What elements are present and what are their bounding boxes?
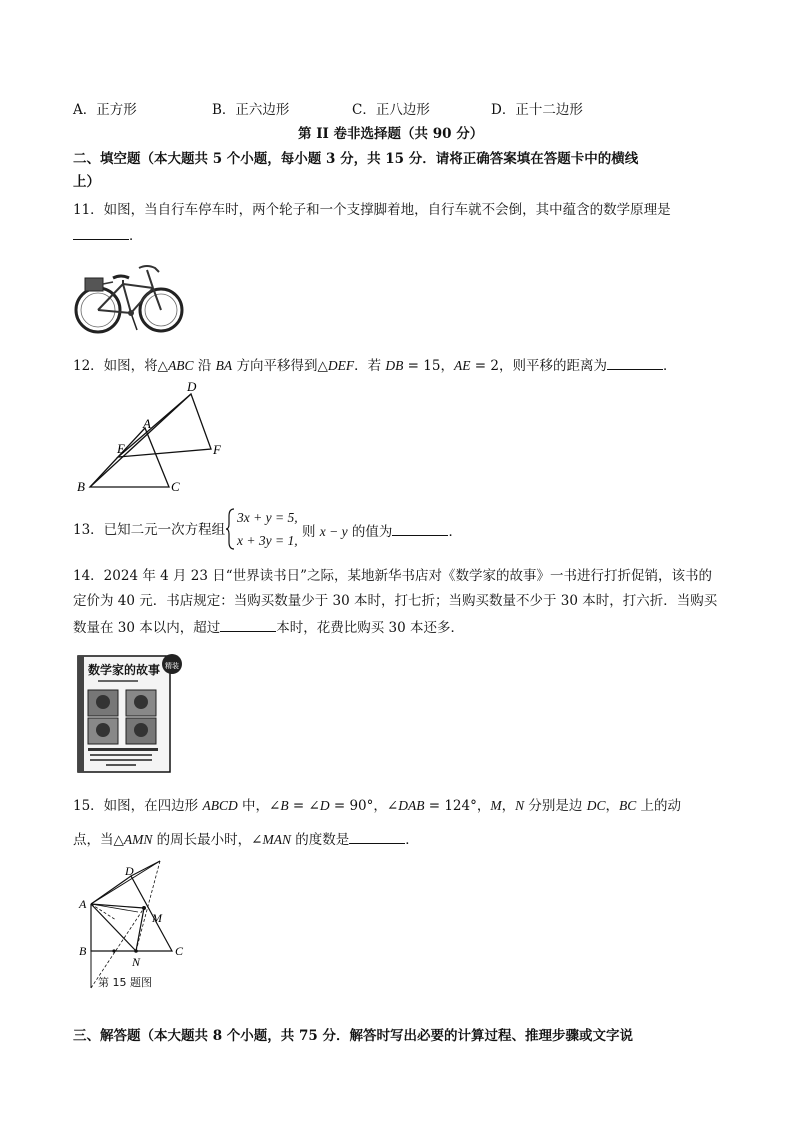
q11-blank <box>73 225 129 240</box>
q12-text: 12．如图，将△ABC 沿 BA 方向平移得到△DEF．若 DB = 15，AE = 2，则平移的距离为 ． <box>73 355 676 375</box>
q13-blank <box>392 521 448 536</box>
bicycle-figure <box>73 258 185 336</box>
q13-prefix: 13．已知二元一次方程组 <box>73 522 226 538</box>
q15-line2: 点，当△AMN 的周长最小时，∠MAN 的度数是 ． <box>73 829 419 849</box>
q15-quadrilateral-figure <box>76 858 196 992</box>
fig15-label-m: M <box>152 911 162 925</box>
option-d: D．正十二边形 <box>491 102 583 118</box>
q13-suffix: 则 x − y 的值为 ． <box>302 521 462 541</box>
q14-line3: 数量在 30 本以内，超过 本时，花费比购买 30 本还多． <box>73 617 464 637</box>
label-b: B <box>77 479 85 494</box>
option-a: A．正方形 <box>73 102 137 118</box>
label-d: D <box>187 380 197 394</box>
part2-title: 第 II 卷非选择题（共 90 分） <box>298 126 484 142</box>
option-c: C．正八边形 <box>352 102 430 118</box>
fig15-label-c: C <box>175 944 184 958</box>
q11-answer-line: ． <box>73 225 143 245</box>
q15-line1: 15．如图，在四边形 ABCD 中，∠B = ∠D = 90°，∠DAB = 124°，M，N 分别是边 DC，BC 上的动 <box>73 798 682 814</box>
fig15-label-d: D <box>125 864 134 878</box>
book-title: 数学家的故事 <box>88 663 161 677</box>
q13-eq2: x + 3y = 1, <box>237 533 298 548</box>
section2-heading: 二、填空题（本大题共 5 个小题，每小题 3 分，共 15 分．请将正确答案填在答题卡中的横线 <box>73 151 639 167</box>
fig15-label-n: N <box>132 955 141 969</box>
book-badge: 精装 <box>165 662 179 670</box>
q15-blank <box>349 829 405 844</box>
q11-text: 11．如图，当自行车停车时，两个轮子和一个支撑脚着地，自行车就不会倒，其中蕴含的数学原理是 <box>73 202 671 218</box>
q13-brace <box>225 508 235 550</box>
q14-line1: 14．2024 年 4 月 23 日“世界读书日”之际，某地新华书店对《数学家的故事》一书进行打折促销，该书的 <box>73 568 713 584</box>
fig15-caption: 第 15 题图 <box>98 976 152 989</box>
label-a: A <box>143 416 151 431</box>
section3-heading: 三、解答题（本大题共 8 个小题，共 75 分．解答时写出必要的计算过程、推理步骤或文字说 <box>73 1028 633 1044</box>
q12-translation-figure <box>73 380 233 495</box>
section2-heading-cont: 上） <box>73 174 100 190</box>
q12-blank <box>607 355 663 370</box>
q14-line2: 定价为 40 元．书店规定：当购买数量少于 30 本时，打七折；当购买数量不少于 30 本时，打六折．当购买 <box>73 593 718 609</box>
fig15-label-a: A <box>79 897 87 911</box>
fig15-label-b: B <box>79 944 87 958</box>
label-f: F <box>213 442 221 457</box>
label-c: C <box>171 479 180 494</box>
book-cover-figure <box>76 650 186 774</box>
q13-eq1: 3x + y = 5, <box>237 510 298 525</box>
option-b: B．正六边形 <box>212 102 290 118</box>
q14-blank <box>220 617 276 632</box>
label-e: E <box>117 441 125 456</box>
